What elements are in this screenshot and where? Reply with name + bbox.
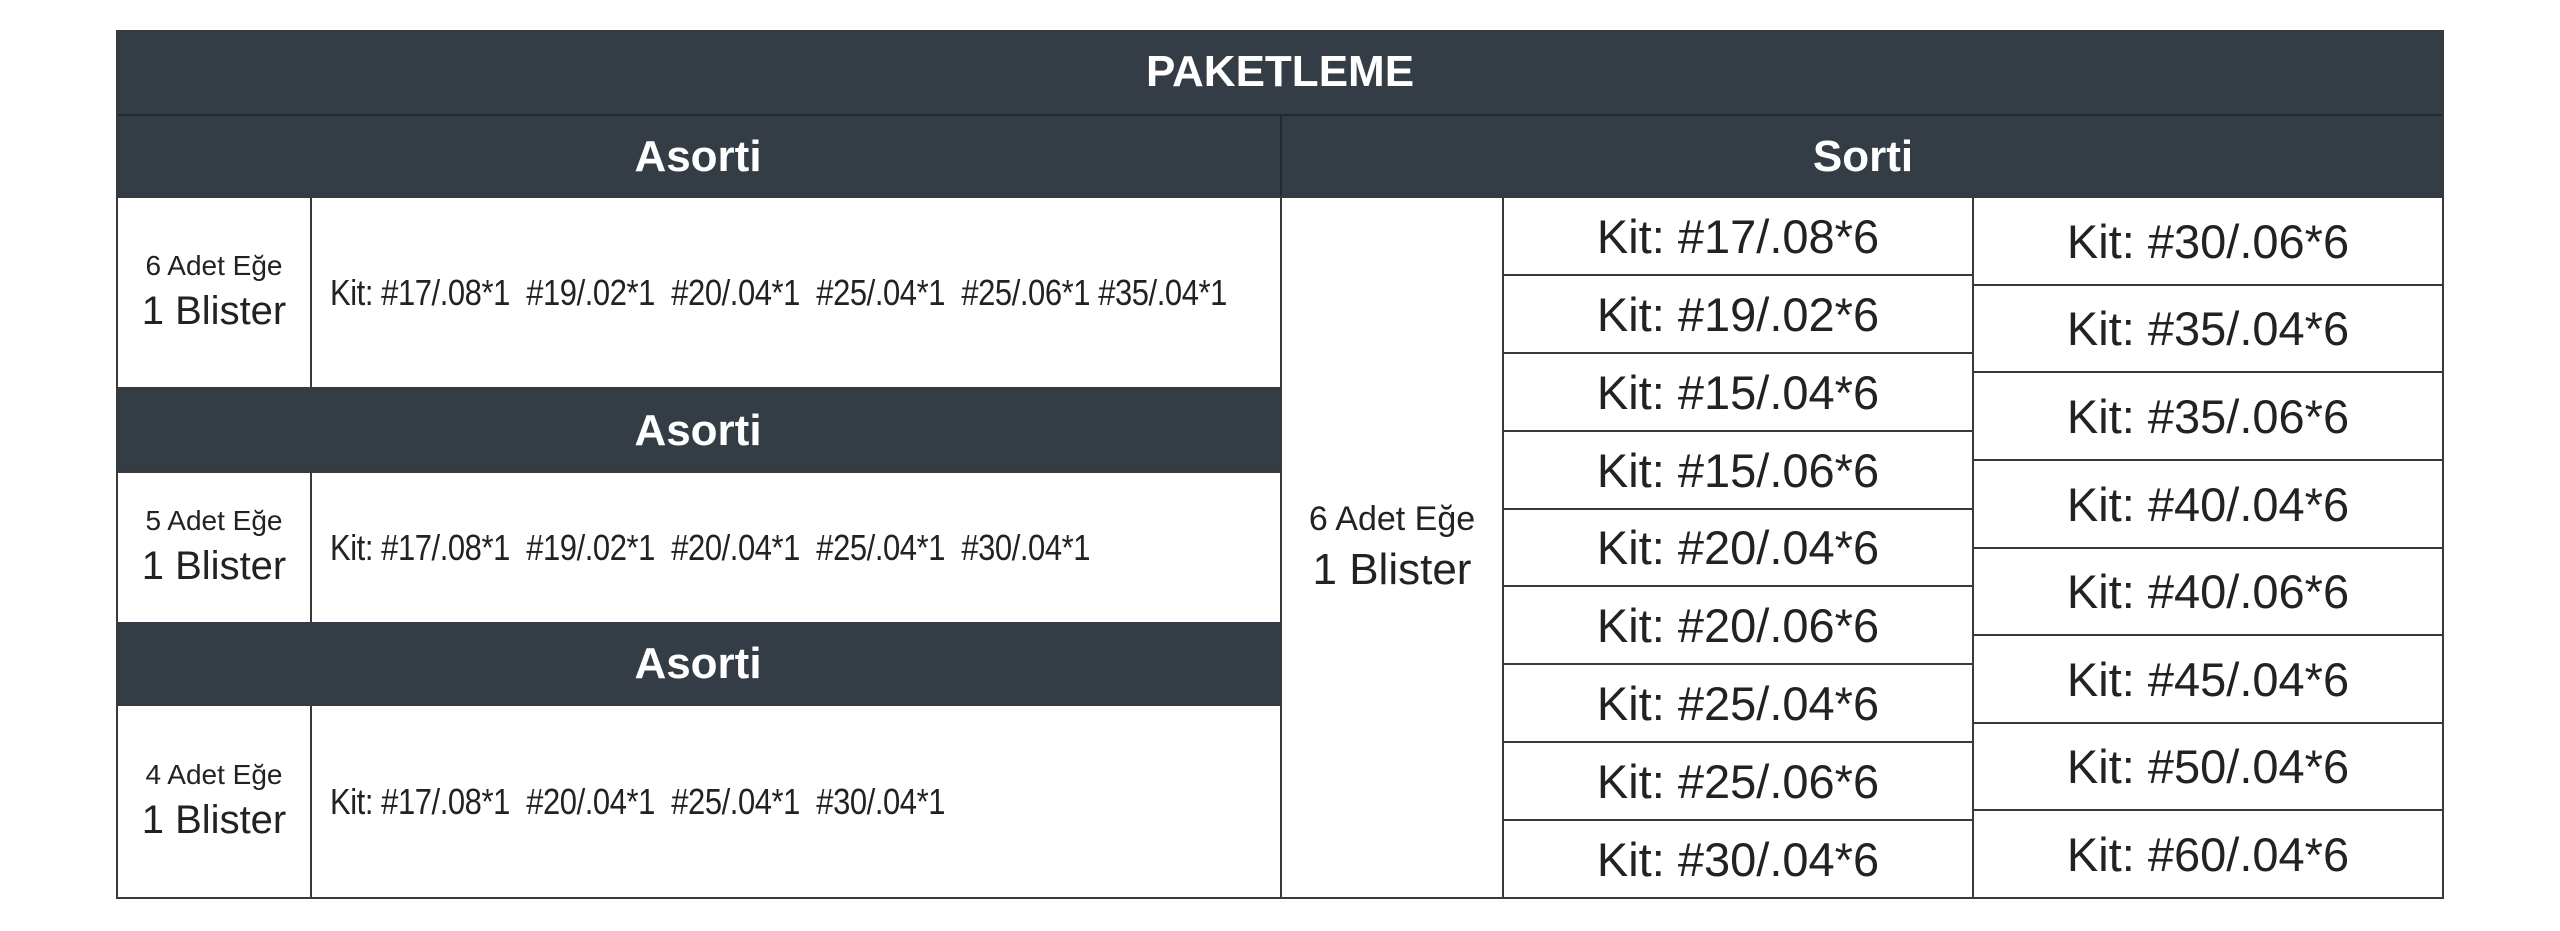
asorti-2-blister: 1 Blister xyxy=(141,543,287,588)
asorti-2-kits xyxy=(310,471,1282,624)
sorti-kit-col2-row: Kit: #35/.04*6 xyxy=(1972,284,2444,373)
sorti-count: 6 Adet Eğe xyxy=(1308,499,1476,538)
asorti-3-blister: 1 Blister xyxy=(141,797,287,842)
table-title: PAKETLEME xyxy=(116,30,2444,114)
asorti-2-count: 5 Adet Eğe xyxy=(145,505,283,537)
sorti-kit-col1-row: Kit: #20/.06*6 xyxy=(1502,585,1974,665)
asorti-2-kits-text: Kit: #17/.08*1 #19/.02*1 #20/.04*1 #25/.04*1 #30/.04*1 xyxy=(330,526,1091,568)
asorti-1-kits xyxy=(310,196,1282,389)
sorti-kit-col1-row: Kit: #25/.04*6 xyxy=(1502,663,1974,743)
sorti-kit-col1-row: Kit: #20/.04*6 xyxy=(1502,508,1974,587)
sorti-kit-col1-row: Kit: #30/.04*6 xyxy=(1502,819,1974,899)
sorti-kit-col2-row: Kit: #60/.04*6 xyxy=(1972,809,2444,899)
asorti-1-count: 6 Adet Eğe xyxy=(145,250,283,282)
asorti-2-header: Asorti xyxy=(116,389,1280,473)
sorti-kit-col2-row: Kit: #40/.04*6 xyxy=(1972,459,2444,549)
asorti-1-blister: 1 Blister xyxy=(141,288,287,333)
sorti-blister: 1 Blister xyxy=(1312,545,1472,594)
asorti-header: Asorti xyxy=(116,114,1280,198)
sorti-kit-col1-row: Kit: #15/.04*6 xyxy=(1502,352,1974,432)
sorti-kit-col2-row: Kit: #30/.06*6 xyxy=(1972,196,2444,286)
sorti-kit-col2-row: Kit: #35/.06*6 xyxy=(1972,371,2444,461)
asorti-1-blister-label xyxy=(116,196,312,389)
sorti-kit-col1-row: Kit: #17/.08*6 xyxy=(1502,196,1974,276)
sorti-kit-col1-row: Kit: #25/.06*6 xyxy=(1502,741,1974,821)
sorti-blister-label xyxy=(1280,196,1504,899)
asorti-3-blister-label xyxy=(116,704,312,899)
asorti-3-kits-text: Kit: #17/.08*1 #20/.04*1 #25/.04*1 #30/.04*1 xyxy=(330,780,945,822)
asorti-3-kits xyxy=(310,704,1282,899)
sorti-kit-col2-row: Kit: #40/.06*6 xyxy=(1972,547,2444,636)
asorti-3-count: 4 Adet Eğe xyxy=(145,759,283,791)
sorti-header: Sorti xyxy=(1280,114,2444,198)
asorti-3-header: Asorti xyxy=(116,622,1280,706)
asorti-2-blister-label xyxy=(116,471,312,624)
asorti-1-kits-text: Kit: #17/.08*1 #19/.02*1 #20/.04*1 #25/.04*1 #25/.06*1 #35/.04*1 xyxy=(330,271,1227,313)
sorti-kit-col1-row: Kit: #15/.06*6 xyxy=(1502,430,1974,510)
sorti-kit-col2-row: Kit: #45/.04*6 xyxy=(1972,634,2444,724)
sorti-kit-col2-row: Kit: #50/.04*6 xyxy=(1972,722,2444,811)
sorti-kit-col1-row: Kit: #19/.02*6 xyxy=(1502,274,1974,354)
